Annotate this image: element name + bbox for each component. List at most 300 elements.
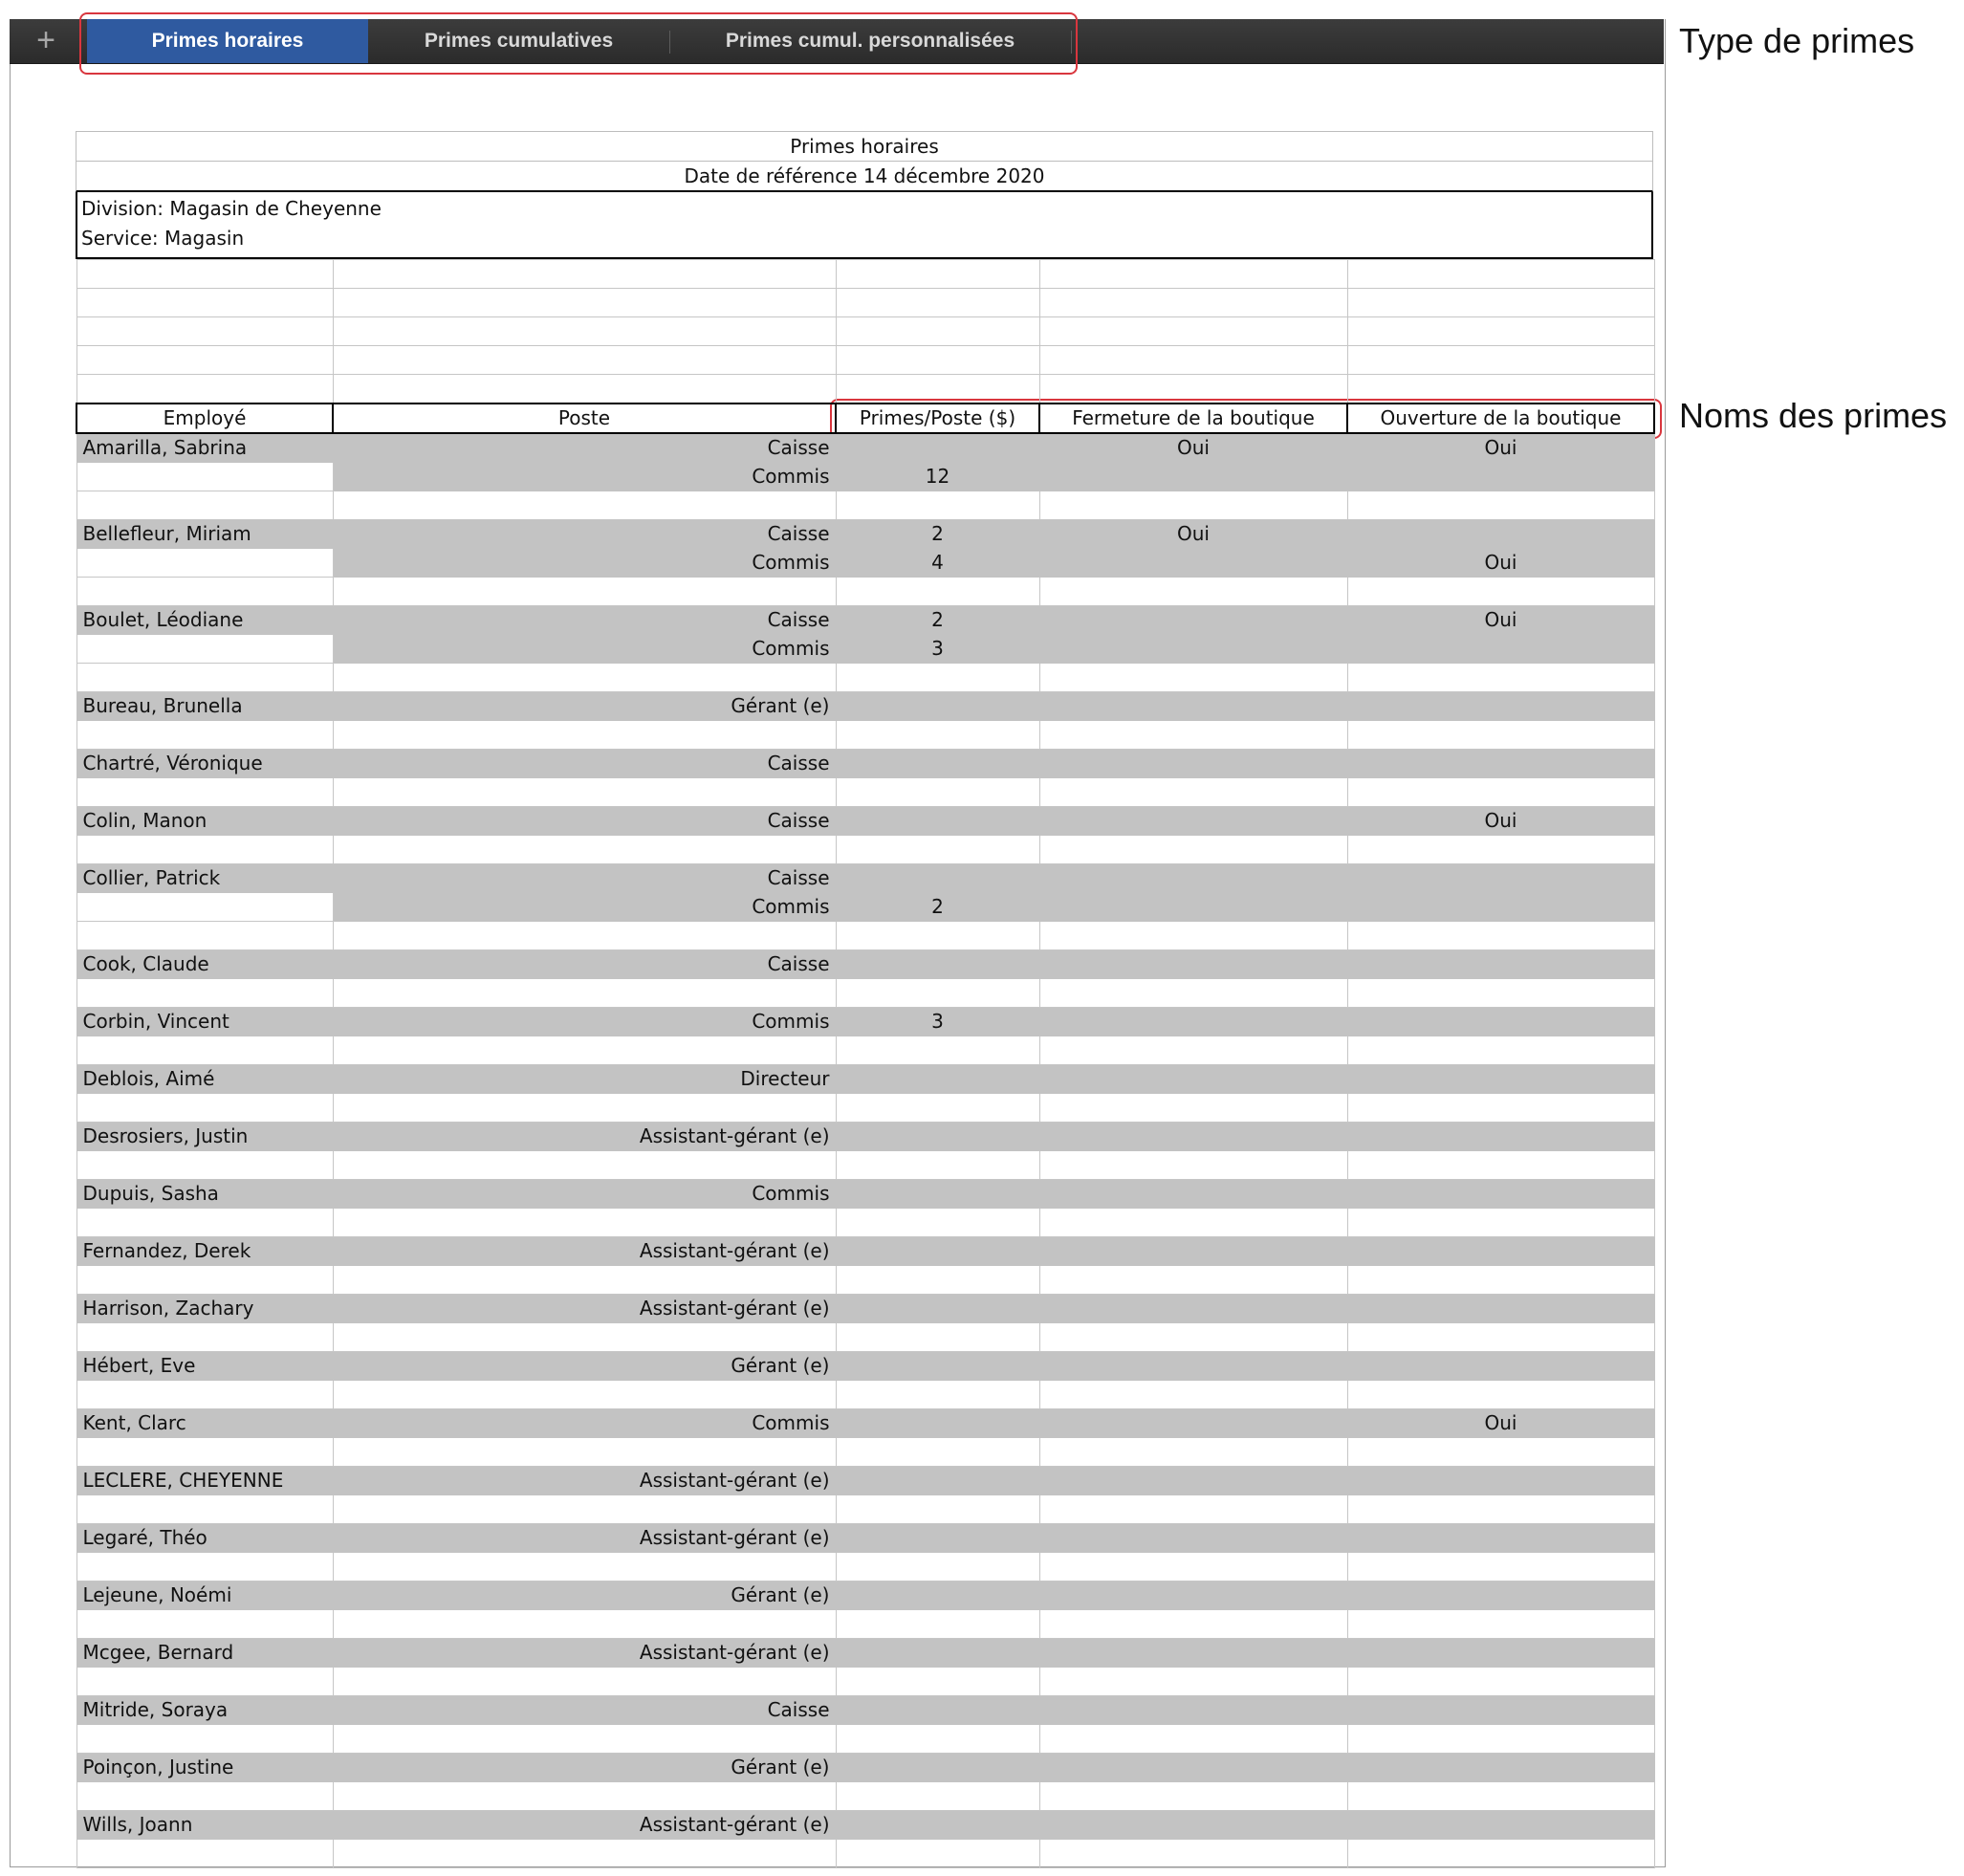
empty-cell: [333, 836, 836, 864]
employee-name-empty: [76, 893, 333, 922]
table-row: [76, 1467, 1654, 1495]
empty-cell: [1347, 1381, 1654, 1409]
spacer-row: [76, 1553, 1654, 1582]
empty-cell: [1039, 1381, 1347, 1409]
poste-cell: Commis: [333, 463, 836, 491]
empty-cell: [1347, 721, 1654, 750]
columns-callout-label: Noms des primes: [1679, 396, 1948, 435]
prime-cell: 3: [836, 635, 1039, 664]
empty-cell: [1039, 979, 1347, 1008]
spacer-row: [76, 1610, 1654, 1639]
spacer-row: [76, 1266, 1654, 1295]
empty-cell: [76, 1495, 333, 1524]
empty-cell: [836, 578, 1039, 606]
fermeture-cell: [1039, 1237, 1347, 1266]
empty-cell: [1347, 1610, 1654, 1639]
prime-cell: 2: [836, 520, 1039, 549]
empty-cell: [836, 1840, 1039, 1868]
table-row: [76, 1582, 1654, 1610]
table-row: [76, 463, 1654, 491]
empty-cell: [836, 1610, 1039, 1639]
poste-cell: Assistant-gérant (e): [333, 1295, 836, 1323]
ouverture-cell: [1347, 1295, 1654, 1323]
ouverture-cell: Oui: [1347, 606, 1654, 635]
empty-cell: [333, 1553, 836, 1582]
fermeture-cell: [1039, 463, 1347, 491]
service-text: Service: Magasin: [81, 227, 245, 250]
prime-cell: [836, 1524, 1039, 1553]
poste-cell: Commis: [333, 635, 836, 664]
report: [76, 131, 1653, 1868]
table-row: [76, 1639, 1654, 1668]
spacer-row: [76, 1438, 1654, 1467]
ouverture-cell: [1347, 893, 1654, 922]
empty-cell: [76, 1668, 333, 1696]
spacer-row: [76, 1381, 1654, 1409]
table-row: [76, 635, 1654, 664]
employee-name: Mitride, Soraya: [76, 1696, 333, 1725]
empty-cell: [836, 1381, 1039, 1409]
ouverture-cell: [1347, 1696, 1654, 1725]
prime-cell: [836, 1237, 1039, 1266]
table-row: [76, 1811, 1654, 1840]
fermeture-cell: [1039, 1639, 1347, 1668]
prime-cell: [836, 1811, 1039, 1840]
empty-cell: [1347, 491, 1654, 520]
table-row: [76, 807, 1654, 836]
empty-cell: [1347, 1209, 1654, 1237]
poste-cell: Assistant-gérant (e): [333, 1123, 836, 1151]
employee-name-empty: [76, 635, 333, 664]
poste-cell: Commis: [333, 893, 836, 922]
empty-cell: [1347, 1151, 1654, 1180]
empty-cell: [1039, 922, 1347, 950]
poste-cell: Caisse: [333, 606, 836, 635]
empty-cell: [1039, 578, 1347, 606]
fermeture-cell: [1039, 1409, 1347, 1438]
blank-row: [76, 289, 1654, 317]
empty-cell: [836, 491, 1039, 520]
poste-cell: Gérant (e): [333, 1754, 836, 1782]
empty-cell: [836, 1323, 1039, 1352]
table-row: [76, 1180, 1654, 1209]
table-row: [76, 1696, 1654, 1725]
employee-name: Mcgee, Bernard: [76, 1639, 333, 1668]
poste-cell: Caisse: [333, 950, 836, 979]
table-row: [76, 1295, 1654, 1323]
empty-cell: [333, 1266, 836, 1295]
spacer-row: [76, 721, 1654, 750]
spacer-row: [76, 1782, 1654, 1811]
employee-name: Collier, Patrick: [76, 864, 333, 893]
empty-cell: [1039, 1725, 1347, 1754]
empty-cell: [836, 1438, 1039, 1467]
prime-cell: 3: [836, 1008, 1039, 1036]
empty-cell: [333, 1782, 836, 1811]
empty-cell: [836, 836, 1039, 864]
col-header-poste[interactable]: Poste: [333, 404, 836, 433]
empty-cell: [836, 979, 1039, 1008]
employee-name: Bureau, Brunella: [76, 692, 333, 721]
ouverture-cell: [1347, 1639, 1654, 1668]
division-text: Division: Magasin de Cheyenne: [81, 197, 382, 220]
empty-cell: [76, 922, 333, 950]
empty-cell: [333, 721, 836, 750]
prime-cell: [836, 1639, 1039, 1668]
spacer-row: [76, 979, 1654, 1008]
table-row: [76, 950, 1654, 979]
prime-cell: [836, 1754, 1039, 1782]
empty-cell: [333, 922, 836, 950]
spacer-row: [76, 1323, 1654, 1352]
fermeture-cell: [1039, 635, 1347, 664]
poste-cell: Assistant-gérant (e): [333, 1811, 836, 1840]
blank-row: [76, 260, 1654, 289]
tabs-callout-box: [79, 12, 1078, 75]
empty-cell: [333, 1725, 836, 1754]
empty-cell: [1039, 1094, 1347, 1123]
ouverture-cell: [1347, 750, 1654, 778]
fermeture-cell: [1039, 1065, 1347, 1094]
employee-name: Desrosiers, Justin: [76, 1123, 333, 1151]
empty-cell: [1347, 979, 1654, 1008]
ouverture-cell: [1347, 1180, 1654, 1209]
poste-cell: Assistant-gérant (e): [333, 1639, 836, 1668]
table-row: [76, 893, 1654, 922]
ouverture-cell: Oui: [1347, 549, 1654, 578]
fermeture-cell: [1039, 750, 1347, 778]
empty-cell: [76, 979, 333, 1008]
poste-cell: Commis: [333, 1180, 836, 1209]
employee-name: Chartré, Véronique: [76, 750, 333, 778]
empty-cell: [76, 721, 333, 750]
col-header-primes-poste[interactable]: Primes/Poste ($): [836, 404, 1039, 433]
ouverture-cell: [1347, 1008, 1654, 1036]
blank-row: [76, 375, 1654, 404]
prime-cell: [836, 1352, 1039, 1381]
empty-cell: [836, 1209, 1039, 1237]
empty-cell: [76, 1610, 333, 1639]
ouverture-cell: Oui: [1347, 807, 1654, 836]
table-row: [76, 1524, 1654, 1553]
employee-name: Lejeune, Noémi: [76, 1582, 333, 1610]
empty-cell: [76, 491, 333, 520]
add-tab-icon[interactable]: +: [36, 22, 55, 58]
empty-cell: [1039, 1438, 1347, 1467]
poste-cell: Gérant (e): [333, 1582, 836, 1610]
fermeture-cell: [1039, 807, 1347, 836]
table-row: [76, 1754, 1654, 1782]
empty-cell: [76, 1782, 333, 1811]
empty-cell: [333, 664, 836, 692]
empty-cell: [1347, 1553, 1654, 1582]
empty-cell: [1039, 664, 1347, 692]
report-date: Date de référence 14 décembre 2020: [76, 161, 1653, 192]
empty-cell: [1039, 1036, 1347, 1065]
tab-primes-horaires[interactable]: Primes horaires: [87, 19, 368, 63]
empty-cell: [333, 1668, 836, 1696]
empty-cell: [333, 1094, 836, 1123]
employee-name: Cook, Claude: [76, 950, 333, 979]
empty-cell: [836, 1151, 1039, 1180]
empty-cell: [1347, 1495, 1654, 1524]
empty-cell: [836, 1668, 1039, 1696]
empty-cell: [1039, 1840, 1347, 1868]
employee-name: Bellefleur, Miriam: [76, 520, 333, 549]
empty-cell: [1347, 664, 1654, 692]
empty-cell: [1347, 922, 1654, 950]
empty-cell: [76, 1381, 333, 1409]
fermeture-cell: [1039, 549, 1347, 578]
empty-cell: [76, 664, 333, 692]
empty-cell: [1039, 1266, 1347, 1295]
empty-cell: [333, 1151, 836, 1180]
empty-cell: [836, 1782, 1039, 1811]
ouverture-cell: [1347, 1352, 1654, 1381]
employee-name: Hébert, Eve: [76, 1352, 333, 1381]
prime-cell: 2: [836, 893, 1039, 922]
empty-cell: [76, 1266, 333, 1295]
poste-cell: Commis: [333, 1008, 836, 1036]
poste-cell: Caisse: [333, 807, 836, 836]
empty-cell: [333, 1438, 836, 1467]
prime-cell: 2: [836, 606, 1039, 635]
tabs-callout-label: Type de primes: [1679, 21, 1915, 60]
fermeture-cell: [1039, 1754, 1347, 1782]
employee-name: Amarilla, Sabrina: [76, 433, 333, 463]
col-header-fermeture[interactable]: Fermeture de la boutique: [1039, 404, 1347, 433]
empty-cell: [76, 1036, 333, 1065]
table-row: [76, 1237, 1654, 1266]
poste-cell: Assistant-gérant (e): [333, 1524, 836, 1553]
prime-cell: [836, 1582, 1039, 1610]
ouverture-cell: [1347, 864, 1654, 893]
employee-name: LECLERE, CHEYENNE: [76, 1467, 333, 1495]
employee-name: Deblois, Aimé: [76, 1065, 333, 1094]
empty-cell: [1039, 1495, 1347, 1524]
empty-cell: [333, 979, 836, 1008]
table-row: [76, 520, 1654, 549]
empty-cell: [76, 1553, 333, 1582]
ouverture-cell: [1347, 635, 1654, 664]
fermeture-cell: [1039, 1811, 1347, 1840]
employee-name: Wills, Joann: [76, 1811, 333, 1840]
table-row: [76, 1123, 1654, 1151]
tab-primes-cumulatives[interactable]: Primes cumulatives: [424, 30, 614, 52]
prime-cell: 4: [836, 549, 1039, 578]
empty-cell: [1039, 778, 1347, 807]
tab-primes-cumul-personnalisees[interactable]: Primes cumul. personnalisées: [725, 30, 1015, 52]
spacer-row: [76, 1725, 1654, 1754]
fermeture-cell: [1039, 1467, 1347, 1495]
prime-cell: [836, 1696, 1039, 1725]
prime-cell: [836, 750, 1039, 778]
empty-cell: [1039, 721, 1347, 750]
poste-cell: Commis: [333, 1409, 836, 1438]
poste-cell: Caisse: [333, 520, 836, 549]
blank-row: [76, 317, 1654, 346]
empty-cell: [76, 578, 333, 606]
fermeture-cell: [1039, 1696, 1347, 1725]
poste-cell: Commis: [333, 549, 836, 578]
empty-cell: [333, 491, 836, 520]
spacer-row: [76, 1094, 1654, 1123]
ouverture-cell: Oui: [1347, 1409, 1654, 1438]
employee-name: Dupuis, Sasha: [76, 1180, 333, 1209]
ouverture-cell: [1347, 1467, 1654, 1495]
empty-cell: [1347, 1668, 1654, 1696]
spacer-row: [76, 1668, 1654, 1696]
employee-name: Colin, Manon: [76, 807, 333, 836]
empty-cell: [1347, 1036, 1654, 1065]
empty-cell: [1039, 1323, 1347, 1352]
poste-cell: Assistant-gérant (e): [333, 1237, 836, 1266]
fermeture-cell: [1039, 1582, 1347, 1610]
ouverture-cell: [1347, 950, 1654, 979]
prime-cell: [836, 692, 1039, 721]
poste-cell: Caisse: [333, 1696, 836, 1725]
spacer-row: [76, 1036, 1654, 1065]
empty-cell: [1347, 1725, 1654, 1754]
fermeture-cell: Oui: [1039, 520, 1347, 549]
empty-cell: [76, 836, 333, 864]
spacer-row: [76, 491, 1654, 520]
empty-cell: [76, 1151, 333, 1180]
empty-cell: [1347, 778, 1654, 807]
spacer-row: [76, 922, 1654, 950]
division-block: [76, 192, 1653, 259]
empty-cell: [1039, 1782, 1347, 1811]
table-row: [76, 1352, 1654, 1381]
empty-cell: [76, 1725, 333, 1754]
empty-cell: [1347, 1840, 1654, 1868]
empty-cell: [836, 664, 1039, 692]
ouverture-cell: [1347, 1065, 1654, 1094]
fermeture-cell: [1039, 606, 1347, 635]
poste-cell: Caisse: [333, 433, 836, 463]
col-header-employe[interactable]: Employé: [76, 404, 333, 433]
prime-cell: [836, 1180, 1039, 1209]
empty-cell: [1039, 1209, 1347, 1237]
table-row: [76, 549, 1654, 578]
empty-cell: [1347, 1323, 1654, 1352]
empty-cell: [836, 1094, 1039, 1123]
table-row: [76, 606, 1654, 635]
ouverture-cell: [1347, 1237, 1654, 1266]
empty-cell: [836, 721, 1039, 750]
empty-cell: [333, 1495, 836, 1524]
empty-cell: [1039, 1553, 1347, 1582]
prime-cell: [836, 1467, 1039, 1495]
prime-cell: [836, 433, 1039, 463]
poste-cell: Caisse: [333, 750, 836, 778]
fermeture-cell: [1039, 1123, 1347, 1151]
empty-cell: [1039, 836, 1347, 864]
table-row: [76, 1065, 1654, 1094]
employee-name: Harrison, Zachary: [76, 1295, 333, 1323]
prime-cell: [836, 1123, 1039, 1151]
poste-cell: Caisse: [333, 864, 836, 893]
fermeture-cell: [1039, 1352, 1347, 1381]
blank-row: [76, 346, 1654, 375]
ouverture-cell: [1347, 692, 1654, 721]
spacer-row: [76, 1495, 1654, 1524]
prime-cell: [836, 1409, 1039, 1438]
fermeture-cell: [1039, 1180, 1347, 1209]
empty-cell: [333, 778, 836, 807]
employee-name: Boulet, Léodiane: [76, 606, 333, 635]
empty-cell: [333, 1610, 836, 1639]
table-row: [76, 1409, 1654, 1438]
spacer-row: [76, 1209, 1654, 1237]
primes-table: [76, 259, 1655, 1868]
report-title: Primes horaires: [76, 131, 1653, 161]
prime-cell: [836, 950, 1039, 979]
employee-name: Kent, Clarc: [76, 1409, 333, 1438]
col-header-ouverture[interactable]: Ouverture de la boutique: [1347, 404, 1654, 433]
empty-cell: [333, 1323, 836, 1352]
empty-cell: [333, 578, 836, 606]
empty-cell: [1039, 491, 1347, 520]
fermeture-cell: [1039, 1295, 1347, 1323]
poste-cell: Gérant (e): [333, 1352, 836, 1381]
empty-cell: [1347, 836, 1654, 864]
empty-cell: [1347, 1438, 1654, 1467]
table-row: [76, 433, 1654, 463]
empty-cell: [333, 1381, 836, 1409]
spacer-row: [76, 1151, 1654, 1180]
empty-cell: [836, 1036, 1039, 1065]
prime-cell: [836, 864, 1039, 893]
empty-cell: [836, 922, 1039, 950]
empty-cell: [836, 778, 1039, 807]
empty-cell: [76, 778, 333, 807]
employee-name-empty: [76, 549, 333, 578]
empty-cell: [1347, 578, 1654, 606]
table-row: [76, 1008, 1654, 1036]
empty-cell: [76, 1094, 333, 1123]
fermeture-cell: [1039, 1524, 1347, 1553]
prime-cell: [836, 807, 1039, 836]
ouverture-cell: [1347, 1582, 1654, 1610]
ouverture-cell: [1347, 1524, 1654, 1553]
employee-name: Legaré, Théo: [76, 1524, 333, 1553]
prime-cell: 12: [836, 463, 1039, 491]
empty-cell: [836, 1553, 1039, 1582]
prime-cell: [836, 1065, 1039, 1094]
empty-cell: [76, 1323, 333, 1352]
ouverture-cell: Oui: [1347, 433, 1654, 463]
empty-cell: [76, 1209, 333, 1237]
poste-cell: Directeur: [333, 1065, 836, 1094]
ouverture-cell: [1347, 1811, 1654, 1840]
table-row: [76, 864, 1654, 893]
empty-cell: [1039, 1610, 1347, 1639]
column-header-row: [76, 404, 1654, 433]
ouverture-cell: [1347, 520, 1654, 549]
table-row: [76, 750, 1654, 778]
employee-name: Fernandez, Derek: [76, 1237, 333, 1266]
empty-cell: [333, 1840, 836, 1868]
fermeture-cell: [1039, 950, 1347, 979]
employee-name: Poinçon, Justine: [76, 1754, 333, 1782]
spacer-row: [76, 578, 1654, 606]
poste-cell: Gérant (e): [333, 692, 836, 721]
fermeture-cell: Oui: [1039, 433, 1347, 463]
empty-cell: [76, 1840, 333, 1868]
ouverture-cell: [1347, 1123, 1654, 1151]
poste-cell: Assistant-gérant (e): [333, 1467, 836, 1495]
